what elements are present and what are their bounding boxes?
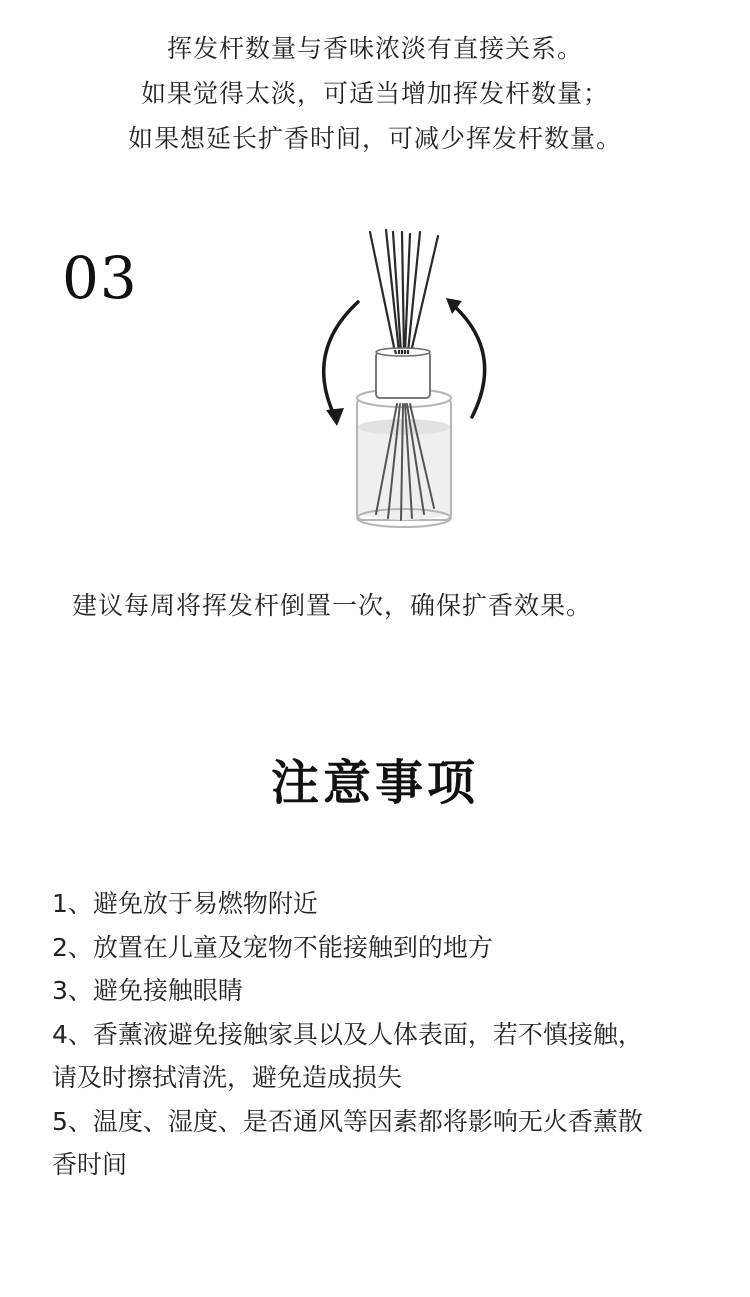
list-item: 3、避免接触眼睛 — [52, 976, 243, 1005]
list-item-continued: 请及时擦拭清洗，避免造成损失 — [52, 1063, 403, 1092]
list-item: 2、放置在儿童及宠物不能接触到的地方 — [52, 932, 493, 962]
diffuser-flip-icon — [300, 222, 500, 538]
notes-title: 注意事项 — [270, 755, 479, 811]
intro-line: 如果觉得太淡，可适当增加挥发杆数量； — [140, 79, 609, 108]
diffuser-flip-illustration — [300, 222, 500, 538]
step-tip: 建议每周将挥发杆倒置一次，确保扩香效果。 — [72, 591, 593, 620]
list-item: 5、温度、湿度、是否通风等因素都将影响无火香薰散 — [52, 1106, 643, 1136]
list-item-continued: 香时间 — [52, 1150, 128, 1179]
intro-line: 挥发杆数量与香味浓淡有直接关系。 — [166, 34, 583, 63]
notes-list — [52, 882, 712, 1187]
step-number: 03 — [62, 244, 138, 312]
intro-line: 如果想延长扩香时间，可减少挥发杆数量。 — [127, 124, 622, 153]
list-item: 1、避免放于易燃物附近 — [52, 889, 318, 918]
intro-text — [0, 26, 750, 161]
list-item: 4、香薰液避免接触家具以及人体表面，若不慎接触， — [52, 1019, 643, 1049]
